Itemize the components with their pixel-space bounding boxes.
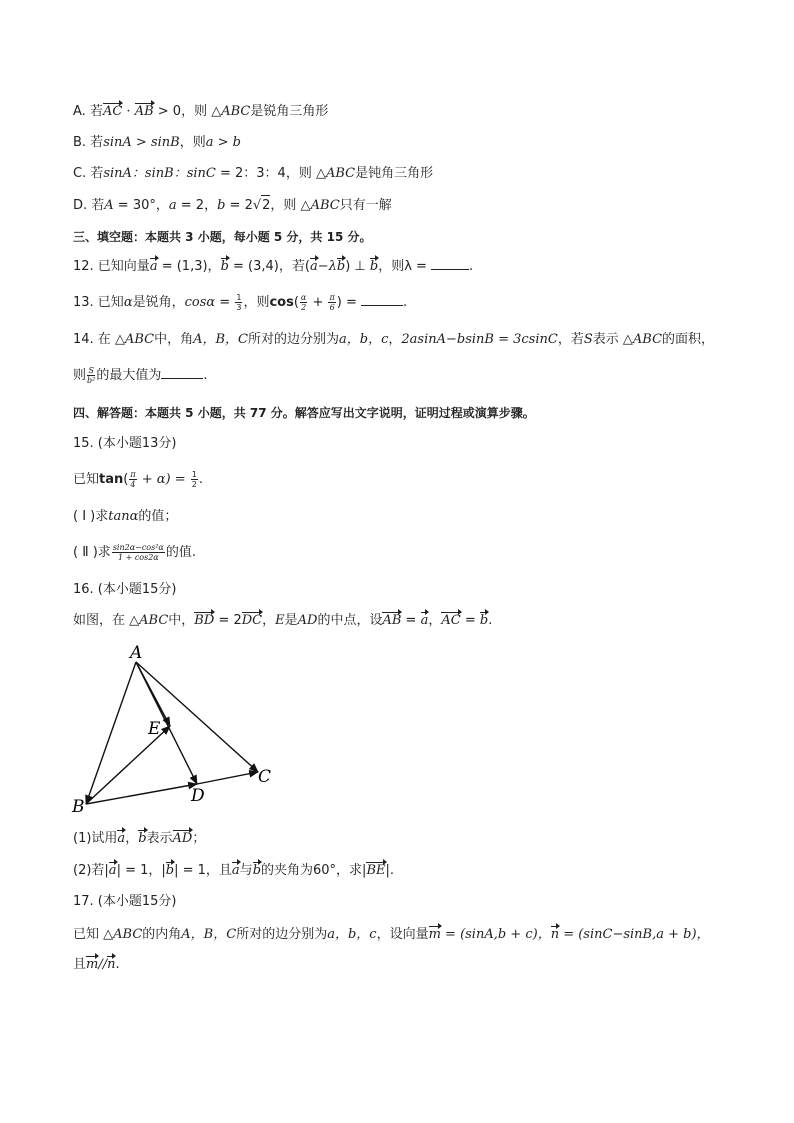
question-16-intro: 如图，在 △ABC中，BD = 2DC，E是AD的中点，设AB = a，AC = b. — [73, 611, 492, 631]
label-e: E — [148, 719, 161, 739]
label-a: A — [130, 643, 143, 663]
answer-blank — [361, 293, 403, 306]
label-d: D — [191, 786, 205, 806]
fraction: $\frac{1}{2}$ — [191, 470, 197, 489]
question-12: 12. 已知向量a = (1,3)，b = (3,4)，若(a−λb) ⊥ b，则λ = . — [73, 257, 473, 277]
answer-blank — [161, 366, 203, 379]
vector-ac: AC — [103, 102, 122, 122]
question-16-part-1: (1)试用a，b表示AD； — [73, 829, 205, 849]
option-c: C. 若sinA：sinB：sinC = 2：3：4，则 △ABC是钝角三角形 — [73, 166, 434, 181]
segment-ab — [86, 662, 136, 804]
fraction: $\frac{\pi}{4}$ — [130, 470, 136, 489]
fraction: $\frac{\pi}{6}$ — [329, 293, 335, 312]
question-16-header: 16. (本小题15分) — [73, 582, 177, 597]
question-17-line-1: 已知 △ABC的内角A，B，C所对的边分别为a，b，c，设向量m = (sinA,b + c)，n = (sinC−sinB,a + b)， — [73, 925, 710, 945]
question-14-line-1: 14. 在 △ABC中，角A，B，C所对的边分别为a，b，c，2asinA−bsinB = 3csinC，若S表示 △ABC的面积， — [73, 332, 715, 347]
question-14-line-2: 则 $\frac{S}{\text{b²}}$ 的最大值为 . — [73, 366, 208, 385]
question-15-part-2: ( Ⅱ )求 $\frac{\text{sin2α−cos²α}}{1 + \cos 2\alpha}$ 的值. — [73, 543, 196, 562]
question-17-header: 17. (本小题15分) — [73, 894, 177, 909]
segment-ac — [136, 662, 258, 772]
label-b: B — [72, 797, 85, 817]
question-15-header: 15. (本小题13分) — [73, 436, 177, 451]
section-3-title: 三、填空题：本题共 3 小题，每小题 5 分，共 15 分。 — [73, 230, 372, 244]
vector-ab: AB — [135, 102, 154, 122]
fraction: $\frac{1}{3}$ — [236, 293, 242, 312]
fraction: $\frac{S}{\text{b²}}$ — [87, 366, 96, 385]
sqrt-sign: √ — [252, 198, 262, 213]
section-4-title: 四、解答题：本题共 5 小题，共 77 分。解答应写出文字说明，证明过程或演算步骤。 — [73, 406, 535, 420]
segment-bd — [86, 784, 197, 804]
option-b: B. 若sinA > sinB，则a > b — [73, 135, 241, 150]
triangle-figure — [66, 640, 286, 820]
fraction: $\frac{\text{sin2α−cos²α}}{1 + \cos 2\alpha}$ — [112, 543, 164, 562]
label-c: C — [258, 767, 272, 787]
segment-dc — [197, 772, 258, 784]
question-13: 13. 已知α是锐角，cosα = $\frac{1}{3}$ ，则cos( $\frac{\alpha}{2}$ + $\frac{\pi}{6}$ ) = . — [73, 293, 408, 312]
question-15-given: 已知tan( $\frac{\pi}{4}$ + α) = $\frac{1}{2}$ . — [73, 470, 204, 489]
question-17-line-2: 且m//n. — [73, 955, 120, 975]
question-16-part-2: (2)若|a| = 1，|b| = 1，且a与b的夹角为60°，求|BE|. — [73, 861, 394, 881]
segment-ae — [136, 662, 170, 726]
option-d: D. 若A = 30°，a = 2，b = 2√2，则 △ABC只有一解 — [73, 195, 392, 216]
question-15-part-1: ( Ⅰ )求tanα的值； — [73, 509, 178, 524]
fraction: $\frac{\alpha}{2}$ — [300, 293, 307, 312]
answer-blank — [431, 257, 469, 270]
option-a: A. 若AC · AB > 0，则 △ABC是锐角三角形 — [73, 102, 328, 122]
